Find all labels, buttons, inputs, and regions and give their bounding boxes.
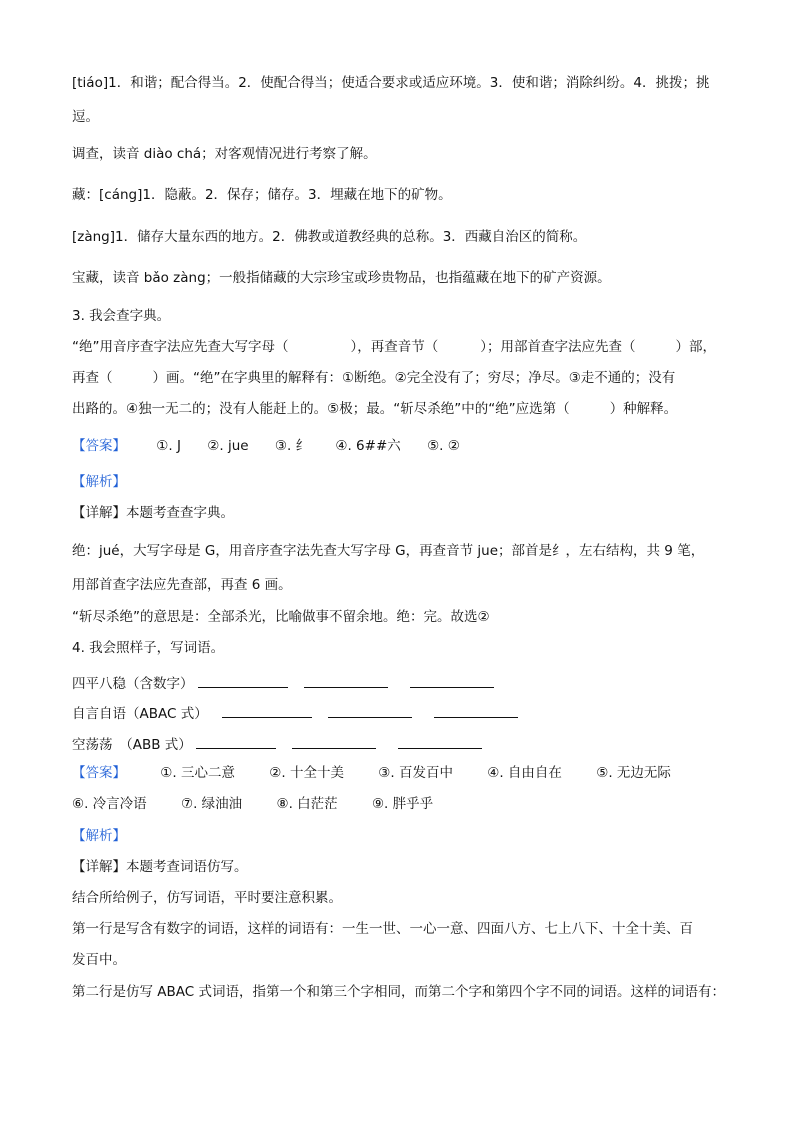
q4-answer-5: ⑤. 无边无际 (596, 765, 671, 781)
q4-answer-6: ⑥. 冷言冷语 (72, 796, 147, 812)
q3-analysis-label: 【解析】 (72, 474, 126, 490)
q4-answer-1: ①. 三心二意 (160, 765, 235, 781)
q4-row3-blank-2[interactable] (292, 736, 376, 749)
q4-row2-blank-1[interactable] (222, 705, 312, 718)
q3-line3-b: ）种解释。 (609, 401, 678, 417)
q4-row1-label: 四平八稳（含数字） (72, 676, 194, 692)
q3-expl3: “斩尽杀绝”的意思是：全部杀光，比喻做事不留余地。绝：完。故选② (72, 609, 490, 625)
q3-line1 (72, 341, 716, 355)
q3-line3-a: 出路的。④独一无二的；没有人能赶上的。⑤极；最。“斩尽杀绝”中的“绝”应选第（ (72, 401, 570, 417)
q4-p2b: 发百中。 (72, 952, 126, 968)
q4-detail: 【详解】本题考查词语仿写。 (72, 859, 248, 875)
q4-analysis-label: 【解析】 (72, 828, 126, 844)
q3-expl2: 用部首查字法应先查部，再查 6 画。 (72, 577, 292, 593)
q4-answer-2: ②. 十全十美 (269, 765, 344, 781)
q4-row3-label: 空荡荡 （ABB 式） (72, 737, 192, 753)
q4-answer-4: ④. 自由自在 (487, 765, 562, 781)
q4-answer-9: ⑨. 胖乎乎 (371, 796, 434, 812)
q3-answer-row (72, 440, 460, 454)
def-diaocha: 调查，读音 diào chá；对客观情况进行考察了解。 (72, 146, 377, 162)
q4-row1 (72, 675, 494, 692)
q4-row3 (72, 736, 482, 753)
q4-row2-label: 自言自语（ABAC 式） (72, 706, 208, 722)
answer-label: 【答案】 (72, 438, 126, 454)
q4-answer-7: ⑦. 绿油油 (180, 796, 243, 812)
q4-answer-8: ⑧. 白茫茫 (276, 796, 338, 812)
q4-row1-blank-2[interactable] (304, 675, 388, 688)
answer-label: 【答案】 (72, 765, 126, 781)
def-zang: [zàng]1．储存大量东西的地方。2．佛教或道教经典的总称。3．西藏自治区的简称。 (72, 229, 587, 245)
q4-row2 (72, 705, 518, 722)
q3-line2-b: ）画。“绝”在字典里的解释有：①断绝。②完全没有了；穷尽；净尽。③走不通的；没有 (152, 370, 676, 386)
q4-title: 4. 我会照样子，写词语。 (72, 640, 225, 656)
q4-row1-blank-3[interactable] (410, 675, 494, 688)
q3-line3 (72, 403, 677, 417)
q3-line1-c: ）；用部首查字法应先查（ (480, 339, 636, 355)
q3-answer-1: ①. J (156, 438, 181, 454)
q3-answer-4: ④. 6##六 (335, 438, 401, 454)
q3-answer-5: ⑤. ② (427, 438, 460, 454)
q3-line2 (72, 372, 675, 386)
q4-row3-blank-3[interactable] (398, 736, 482, 749)
q3-line1-a: “绝”用音序查字法应先查大写字母（ (72, 339, 289, 355)
q4-row2-blank-2[interactable] (328, 705, 412, 718)
q3-answer-3: ③. 纟 (274, 438, 310, 454)
def-cang: 藏：[cáng]1．隐蔽。2．保存；储存。3．埋藏在地下的矿物。 (72, 187, 452, 203)
q3-line1-b: ），再查音节（ (350, 339, 439, 355)
q4-answer-row-2 (72, 798, 433, 812)
q3-title: 3. 我会查字典。 (72, 308, 171, 324)
q3-detail: 【详解】本题考查查字典。 (72, 505, 234, 521)
q4-p1: 结合所给例子，仿写词语，平时要注意积累。 (72, 890, 342, 906)
def-tiao-line2: 逗。 (72, 109, 99, 125)
q4-row3-blank-1[interactable] (196, 736, 276, 749)
q3-answer-2: ②. jue (207, 438, 249, 454)
q4-row2-blank-3[interactable] (434, 705, 518, 718)
def-baozang: 宝藏，读音 bǎo zàng；一般指储藏的大宗珍宝或珍贵物品，也指蕴藏在地下的矿产资源。 (72, 270, 611, 286)
q3-line1-d: ）部， (675, 339, 716, 355)
q3-expl1: 绝：jué，大写字母是 G，用音序查字法先查大写字母 G，再查音节 jue；部首是纟，左右结构，共 9 笔， (72, 543, 705, 559)
q4-answer-row-1 (72, 767, 671, 781)
q4-p3: 第二行是仿写 ABAC 式词语，指第一个和第三个字相同，而第二个字和第四个字不同的词语。这样的词语有： (72, 984, 726, 1000)
q4-p2a: 第一行是写含有数字的词语，这样的词语有：一生一世、一心一意、四面八方、七上八下、十全十美、百 (72, 921, 693, 937)
def-tiao-line1: [tiáo]1．和谐；配合得当。2．使配合得当；使适合要求或适应环境。3．使和谐；消除纠纷。4．挑拨；挑 (72, 75, 710, 91)
q3-line2-a: 再查（ (72, 370, 113, 386)
q4-answer-3: ③. 百发百中 (378, 765, 453, 781)
q4-row1-blank-1[interactable] (198, 675, 288, 688)
